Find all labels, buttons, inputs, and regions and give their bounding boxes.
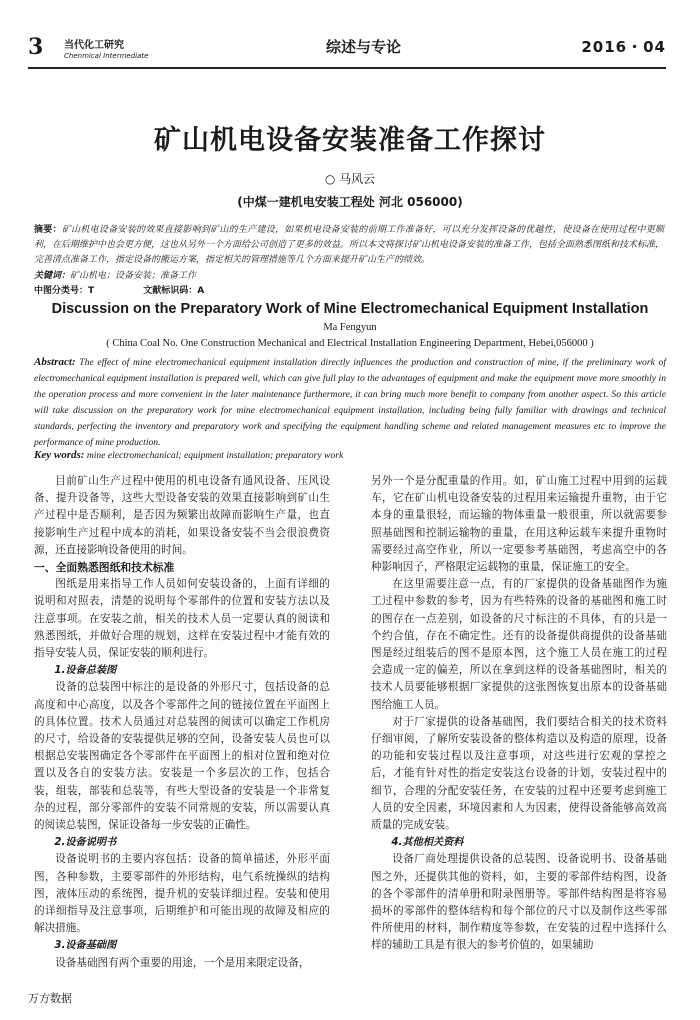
body-paragraph: 目前矿山生产过程中使用的机电设备有通风设备、压风设备、提升设备等，这些大型设备安装的效果直接影响到矿山生产过程中是否顺利，是否因为频繁出故障而影响生产量，也直接影响生产过程中成本的消耗，如果设备安装不当会很浪费资源，还直接影响设备使用的时间。 — [34, 475, 330, 556]
subsection-heading: 4.其他相关资料 — [391, 837, 464, 849]
section-heading: 一、全面熟悉图纸和技术标准 — [34, 561, 175, 575]
running-header — [28, 34, 666, 64]
keywords-en-text: mine electromechanical; equipment installation; preparatory work — [86, 450, 344, 461]
subsection-heading: 2.设备说明书 — [54, 837, 117, 849]
affiliation-en: ( China Coal No. One Construction Mechanical and Electrical Installation Engineering Department, Hebei,056000 ) — [106, 338, 594, 349]
issue-number: 2016・04 — [581, 38, 666, 56]
author-en: Ma Fengyun — [323, 322, 377, 333]
body-column-left — [34, 473, 330, 972]
body-paragraph: 设备说明书的主要内容包括：设备的简单描述，外形平面图，各种参数，主要零部件的外形结构，电气系统操纵的结构图，液体压动的系统图，提升机的安装详细过程。安装和使用的详细指导及注意事项，后期维护和可能出现的故障及相应的解决措施。 — [34, 853, 330, 935]
keywords-cn-label: 关键词： — [34, 271, 71, 281]
page-number: 3 — [28, 34, 44, 60]
subsection-heading: 3.设备基础图 — [54, 940, 117, 952]
keywords-cn — [34, 268, 664, 281]
body-column-right — [371, 473, 667, 955]
keywords-en-label: Key words: — [34, 449, 85, 461]
abstract-en-label: Abstract: — [34, 356, 76, 368]
body-paragraph: 对于厂家提供的设备基础图，我们要结合相关的技术资料仔细审阅，了解所安装设备的整体构造以及构造的原理，设备的功能和安装过程以及注意事项，对这些进行宏观的掌控之后，才能有针对性的指定安装这台设备的计划，安装过程中的细节，合理的分配安装任务，在安装的过程中还要考虑到施工人员的安全因素，环境因素和人为因素，使得设备能够高效高质量的完成安装。 — [371, 715, 667, 832]
journal-name — [64, 36, 148, 60]
article-title-en: Discussion on the Preparatory Work of Mine Electromechanical Equipment Installation — [51, 301, 649, 317]
abstract-cn-label: 摘要： — [34, 225, 62, 235]
body-paragraph: 设备的总装图中标注的是设备的外形尺寸，包括设备的总高度和中心高度，以及各个零部件之间的链接位置在平面图上的具体位置。技术人员通过对总装图的阅读可以确定工作机房的尺寸，给设备的安装提供足够的空间，设备安装人员也可以根据总安装图确定各个零部件在平面图上的相对位置和绝对位置以及各自的安装方法。安装是一个多层次的工作，包括合装，组装，部装和总装等，有些大型设备的安装是一个非常复杂的过程，部分零部件的安装不同常规的安装，所以需要认真的阅读总装图，保证设备每一步安装的正确性。 — [34, 681, 330, 832]
abstract-en-text: The effect of mine electromechanical equipment installation directly influences the production and construction of mine, if the preliminary work of electromechanical equipment installation is prepared well, which can give full play to the advantages of equipment and make the equipment move more smoothly in the operation process and more convenient in the later maintenance furthermore, it can bring much more benefit to company from another aspect. So this article will take discussion on the preparatory work for mine electromechanical equipment installation, including being fully familiar with drawings and technical standards, perfecting the inventory and preparatory work and specifying the equipment handling scheme and related management measures etc to improve the performance of mine production. — [34, 357, 666, 448]
author-cn: ○ 马风云 — [324, 172, 376, 186]
keywords-cn-text: 矿山机电；设备安装；准备工作 — [70, 271, 197, 281]
footer-source: 万方数据 — [28, 992, 72, 1005]
article-title-cn: 矿山机电设备安装准备工作探讨 — [154, 125, 546, 156]
class-number: 中图分类号：T — [34, 286, 95, 296]
body-paragraph: 在这里需要注意一点，有的厂家提供的设备基础图作为施工过程中参数的参考，因为有些特殊的设备的基础图和施工时的图存在一点差别，如设备的尺寸标注的不具体，有的只是一个约合值，存在不确定性。还有的设备提供商提供的设备基础图是经过组装后的图不是原本图，这个施工人员在施工的过程会造成一定的偏差，所以在拿到这样的设备基础图时，相关的技术人员要能够根据厂家提供的这张图恢复出原本的设备基础图给施工人员。 — [371, 578, 667, 711]
document-code: 文献标识码：A — [143, 286, 205, 296]
header-rule — [28, 67, 666, 69]
classification-line — [34, 283, 664, 296]
abstract-cn-text: 矿山机电设备安装的效果直接影响到矿山的生产建设，如果机电设备安装的前期工作准备好，可以充分发挥设备的优越性，使设备在使用过程中更顺利，在后期维护中也会更方便，这也从另外一个方面给公司创造了更多的效益。所以本文将探讨矿山机电设备安装的准备工作，包括全面熟悉图纸和技术标准，完善清点准备工作，指定设备的搬运方案，指定相关的管理措施等几个方面来提升矿山生产的绩效。 — [34, 225, 665, 265]
body-paragraph: 设备厂商处理提供设备的总装图、设备说明书、设备基础图之外，还提供其他的资料，如，主要的零部件结构图，设备的各个零部件的清单册和附录图册等。零部件结构图是将容易损坏的零部件的整体结构和每个部位的尺寸以及制作这些零部件所使用的材料，制作精度等参数，在安装的过程中选择什么样的辅助工具是有很大的参考价值的，如果辅助 — [371, 853, 667, 952]
body-paragraph: 另外一个是分配重量的作用。如，矿山施工过程中用到的运载车，它在矿山机电设备安装的过程用来运输提升重物，由于它本身的重量很轻，而运输的物体重量一般很重，所以就需要参照基础图和控制运输物的重量，在用这种运载车来提升重物时需要经过高空作业，所以一定要参考基础图，考虑高空中的各种影响因子，严格限定运载物的重量，保证施工的安全。 — [371, 475, 667, 574]
keywords-en — [34, 449, 666, 461]
abstract-en — [34, 354, 666, 451]
journal-name-en: Chenmical Intermediate — [64, 52, 149, 60]
abstract-cn — [34, 223, 664, 268]
subsection-heading: 1.设备总装图 — [54, 665, 117, 677]
journal-name-cn: 当代化工研究 — [64, 40, 124, 51]
affiliation-cn: (中煤一建机电安装工程处 河北 056000) — [237, 195, 463, 209]
section-title: 综述与专论 — [326, 38, 402, 56]
body-paragraph: 设备基础图有两个重要的用途，一个是用来限定设备， — [55, 956, 310, 969]
body-paragraph: 图纸是用来指导工作人员如何安装设备的，上面有详细的说明和对照表，清楚的说明每个零部件的位置和安装方法以及注意事项。在安装之前，相关的技术人员一定要认真的阅读和熟悉图纸，并做好合理的规划，这样在安装过程中才能有效的指导安装人员，保证安装的顺利进行。 — [34, 578, 330, 660]
